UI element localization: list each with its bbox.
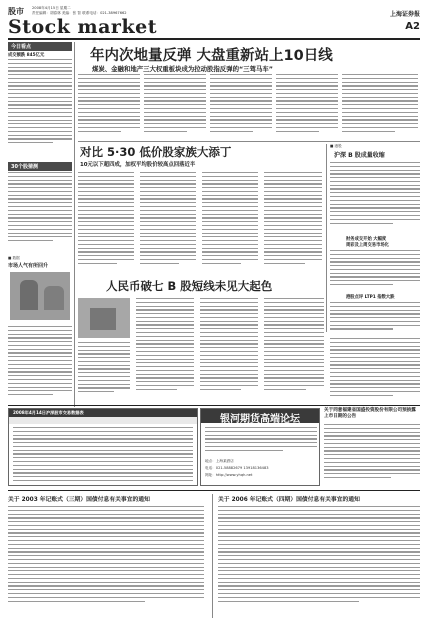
- lead-headline: 年内次地量反弹 大盘重新站上10日线: [90, 48, 333, 64]
- bottom-left-notice: [8, 494, 204, 618]
- third-photo: [78, 298, 130, 338]
- third-headline: 人民币破七 B 股短线未见大起色: [106, 279, 273, 293]
- sidebar-subheading3: 港股点评 LTP1 指数大跌: [346, 295, 395, 300]
- page-number: A2: [405, 21, 420, 32]
- right-column-lower: [330, 338, 420, 402]
- third-body-col4: [264, 298, 324, 398]
- date-line: 2008年4月15日 星期二: [32, 6, 71, 10]
- second-body-col3: [202, 172, 258, 272]
- third-body-col1: [78, 342, 130, 398]
- bottom-rule: [8, 490, 420, 491]
- item2-body: [8, 172, 72, 252]
- forum-line3[interactable]: 网址：http://www.yhqh.net: [205, 473, 253, 477]
- lead-body-col2: [144, 74, 206, 138]
- bottom-left-body: [8, 506, 204, 616]
- table-rows: [13, 427, 193, 485]
- second-headline: 对比 5·30 低价股家族大添丁: [80, 145, 232, 159]
- bottom-right-notice: [218, 494, 420, 618]
- forum-line2: 电话：021-58882679 13918136483: [205, 466, 269, 470]
- forum-title: 银河期货高端论坛: [201, 409, 319, 423]
- second-body-col4: [264, 172, 322, 272]
- sidebar-body2: [330, 250, 420, 290]
- second-story: [78, 144, 324, 274]
- lead-body-col3: [210, 74, 272, 138]
- forum-ad: [200, 408, 320, 486]
- third-story: [78, 278, 324, 398]
- editor-line: 责任编辑：胡春林 美编：张 智 联系电话：021-38967662: [32, 11, 127, 15]
- lead-body-col4: [276, 74, 338, 138]
- masthead: [8, 6, 420, 40]
- right-sidebar: [330, 144, 420, 334]
- table-top-rule: [8, 405, 420, 406]
- data-tag: ■ 数据: [8, 256, 20, 260]
- bottom-right-body: [218, 506, 420, 616]
- notice-right: [324, 408, 420, 486]
- bottom-left-title: 关于 2003 年记账式（三期）国债付息有关事宜的通知: [8, 497, 150, 503]
- stock-market-title: Stock market: [8, 16, 157, 38]
- hk-tag: ■ 港股: [330, 144, 342, 148]
- section-label: 股市: [8, 7, 24, 16]
- sidebar-body1: [330, 162, 420, 232]
- left-column: [8, 42, 72, 407]
- second-subhead: 10元以下超四成，加权平均股价较高点回落近半: [80, 162, 196, 168]
- masthead-rule: [8, 38, 420, 40]
- today-focus-heading: 今日看点: [8, 42, 72, 51]
- item3-body: [8, 326, 72, 406]
- left-divider: [74, 42, 75, 407]
- second-body-col2: [140, 172, 196, 272]
- third-body-col3: [200, 298, 258, 398]
- lead-body-col1: [78, 74, 140, 138]
- right-divider: [326, 144, 327, 332]
- newspaper-name: 上海证券报: [389, 11, 420, 18]
- notice-body: [324, 424, 420, 486]
- lead-body-col5: [342, 74, 418, 138]
- sidebar-subheading2: 周彩及上周交易市场化: [346, 243, 389, 248]
- popularity-photo: [10, 272, 70, 320]
- bottom-divider: [212, 494, 213, 618]
- table-title: 2008年4月14日沪深股市交易数据表: [9, 409, 197, 417]
- notice-title: 关于同意福建省国盛投资股份有限公司预披露上市日期的公告: [324, 408, 416, 419]
- item1-body: [8, 59, 72, 154]
- bottom-right-title: 关于 2006 年记账式（四期）国债付息有关事宜的通知: [218, 497, 360, 503]
- sidebar-body3: [330, 302, 420, 334]
- second-body-col1: [78, 172, 134, 272]
- lead-rule: [78, 141, 420, 142]
- lead-subhead: 煤炭、金融和地产三大权重板块成为拉动股指反弹的“三驾马车”: [92, 65, 273, 73]
- item1-title: 成交额跌 845亿元: [8, 53, 45, 58]
- sidebar-heading: 沪深 B 股成量收缩: [334, 152, 385, 159]
- table-header-row: [9, 417, 197, 424]
- lead-story: [78, 44, 418, 139]
- forum-line1: 地点：上海某酒店: [205, 459, 234, 463]
- forum-body: [205, 427, 317, 457]
- sidebar-subheading1: 财务成交开始 大幅度: [346, 237, 387, 242]
- popularity-title: 市场人气有所回升: [8, 263, 49, 269]
- trading-table: [8, 408, 198, 486]
- guess-heading: 30个股猜测: [8, 162, 72, 171]
- third-body-col2: [136, 298, 194, 398]
